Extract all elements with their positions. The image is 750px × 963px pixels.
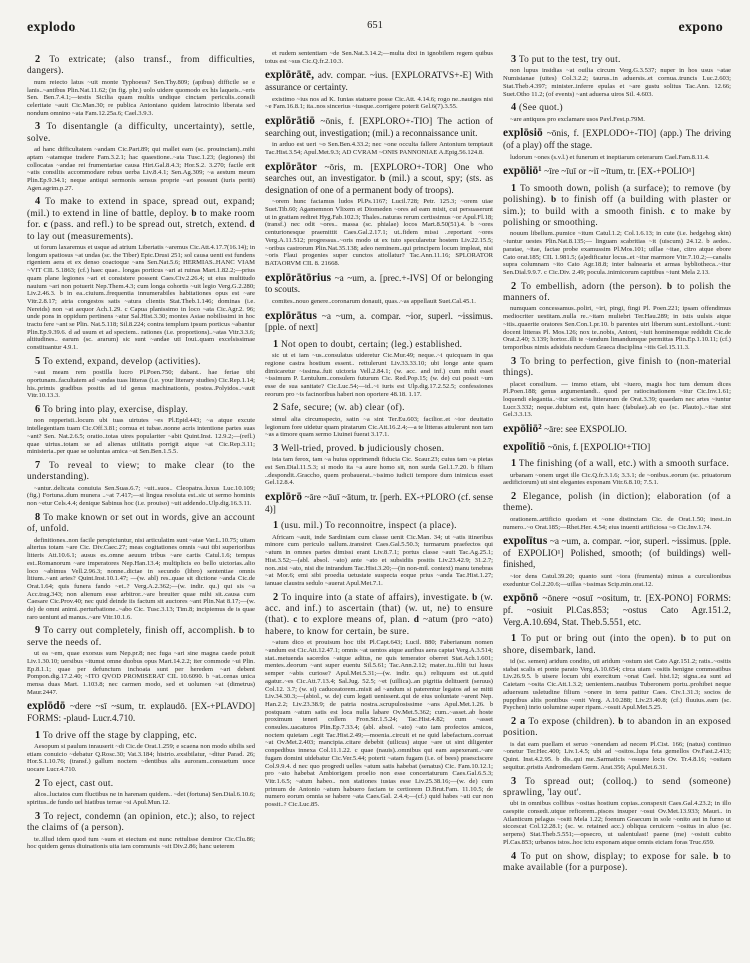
sense-number: 2 — [273, 591, 279, 603]
sense-number: 3 — [511, 54, 517, 65]
quotation-block: ut ea ~em, quae exorsus sum Nep.pr.8; nec fuga ~ari sine magna caede potuit Liv.1.30.10; uersibus ~itumst omne duobus opus Mart.14.2.2; iter commode ~ui Plin. Ep.8.1.1; quae per defunctum inchoata sunt per heredem ~ari debent Pompon.dig.17.2.40; ~ITO QVOD PROMISERAT CIL 10.6090. b ~at..cenas unica mensa duas Mart. 1.103.8; nec carmen modo, sed et uolumen ~at (dimetrus) Maur.2447. — [27, 650, 255, 696]
sense-number: 2 a — [511, 715, 526, 727]
quotation-block: id (sc. semen) aridum condito, uti aridum ~ostum siet Cato Agr.151.2; ratis..~ositis stabat scalis et ponte parato Verg.A.10.654; circa uiam ~ositis benigne commeatibus Liv.26.9.5. b uisere locum ubi exercitum ~onat Cael. hist.12; signa..ea sunt ad Caietam ~osita Cic.Att.1.3.2; uenientem..nauibus Tuberonem portu..prohibet neque aduersum usletudine filium ~onere in terra patitur Caes. Civ.1.31.3; socios de puppibus altis pontibus ~onit Verg. A.10.288; Liv.23.40.8; (cf.) fluuius..eam (sc. Psychen) inrio uolumine super ripam..~osuit Apul.Met.5.25. — [503, 658, 731, 712]
sense-definition: 9 To carry out completely, finish off, accomplish. b to serve the needs of. — [27, 625, 255, 648]
quotation-block: ut forum laxaremus et usque ad atrium Libertatis ~aremus Cic.Att.4.17.7(16.14); in longum spatiosus ~at undas (sc. the Tiber) Epic.Drusi 251; sol causa uenti est fundens rigentem aera et ex denso coactoque ~ans Sen.Nat.5.6; HERMIAS..HANC VIAM ~VIT CIL 5.1863; (cf.) haec quae.. longas porticus ~ari at ruinas Mart.1.82.2;—prius quam plane legiones ~ari et consistere possent Caes.Civ.2.26.4; ut eius multitudo nauium ~ari non potuerit Nep.Them.4.3; cum longa cohortis ~uit legio Verg.G.2.280; Liv.2.46.3. b in ea..ciuium..frequentia innumerabiles habitationes opus est ~are Vitr.2.8.17; atria congestos satis ~atura clientis Stat.Theb.1.146; dominas (i.e. Nereids) non ~at aequor Ach.1.29. c Capua planissimo in loco ~ata Cic.Agr.2. 96; unde pons in oppidum pertinens ~atur Sal.Hist.3.30; montes Asiae nobilissimi in hoc tractu fere ~ant se Plin. Nat.5.118; Sil.8.224; contra templum ipsum porticus ~abantur Plin.Ep.9.39.6. d ad usum et ad speciem.. rationes (i.e. proportions)..~atas Vitr.3.3.6; altitudines.. earum (sc. ararum) sic sunt ~andae uti Ioui..quam excelsissimae constituantur 4.9.1. — [27, 243, 255, 352]
entry-headword-line: explōrātus ~a ~um, a. compar. ~ior, superl. ~issimus. [pple. of next] — [265, 309, 493, 334]
headword: expōliō² — [503, 423, 542, 436]
quotation-block: nouum libellum..pumice ~itum Catul.1.2; Col.1.6.13; in cute (i.e. hedgehog skin) ~iuntur uestes Plin.Nat.8.135;— linguam scabritias ~it (uiscum) 24.12. b aedes.. paratae, ~itae, factae probe examussim Pl.Mos.101; uillae ~itae, citro atque ebore Cato orat.185; CIL 1.981.5; (a)edificatur locus..et ~itur marmore Vitr.7.10.2;—canalis supra columnam ~ito Cato Agr.18.8; inter balnearia et armas bybliotheca..~itur Sen.Dial.9.9.7. c Cic.Div. 2.49; pocula..inimicorum capitibus ~iunt Mela 2.13. — [503, 230, 731, 276]
headword: explōrātor — [265, 160, 317, 173]
quotation-block: placet consilium. — immo etiam, ubi ~iuero, magis hoc tum demum dices Pl.Poen.188; genus argumentandi.. quod per ratiocinationem ~itur Cic.Inv.1.61; loquendi elegantia..~itur scientia litterarum de Orat.3.39; quaedam nec artes ~iuntur Lucr.3.332; neque..dubium est, quin haec (fabulae)..ab eo (sc. Plauto)..~itae sint Gel.3.3.13. — [503, 380, 731, 419]
headword: expōnō — [503, 592, 539, 605]
headword: explōrātus — [265, 309, 317, 322]
sense-definition: 2 Elegance, polish (in diction); elaboration (of a theme). — [503, 491, 731, 514]
quotation-block: ~ior dens Catul.39.20; quanto sunt ~iora (frumenta) minus a curculionibus exeduntur Col.2.20.6;—uillas ~issimas Scip.min.orat.12. — [503, 573, 731, 588]
entry-headword-line: explōrātōrius ~a ~um, a. [prec.+-IVS] Of or belonging to scouts. — [265, 271, 493, 296]
sense-number: 5 — [35, 355, 41, 367]
sense-number: 2 — [35, 54, 41, 65]
sense-definition: 4 To put on show, display; to expose for sale. b to make available (for a purpose). — [503, 850, 731, 873]
quotation-block: ludorum ~ones (s.v.l.) et funerum et ineptiarum ceterarum Cael.Fam.8.11.4. — [510, 153, 710, 161]
sense-definition: 1 To smooth down, polish (a surface); to remove (by polishing). b to finish off (a building with plaster or sim.); to build with a smooth finish. c to make by polishing or smoothing. — [503, 182, 731, 229]
quotation-block: ~are antiquos pro exclamare usos Pavl.Fest.p.79M. — [510, 115, 645, 123]
entry-headword-line: explōdō ~dere ~sī ~sum, tr. explaudō. [EX-+PLAVDO] FORMS: -plaud- Lucr.4.710. — [27, 700, 255, 725]
sense-number: 1 — [511, 458, 517, 470]
quotation-block: non lupus insidias ~at ouilia circum Verg.G.3.537; nuper in hos usus ~atae Numisianae (uites) Col.3.2.2; taurus..in aduersis..et cornua..truncis Luc.2.603; Stat.Theb.4.397; minister..inferre epulas et ~are gustu solitus Tac.Ann. 12.66; Suet.Otho 11.2; (of events) ~ant aduersa uiros Sil. 4.603. — [503, 67, 731, 98]
sense-number: 4 — [511, 850, 517, 862]
quotation-block: ~aui meam rem postilla lucro Pl.Poen.750; dabant.. hae feriae tibi oportunam..facultatem ad ~andas tuas litteras (i.e. your literary studies) Cic.Rep.1.14; his..primis gradibus positis ad id genus machinationis, postea..Polyidos..~auit Vitr.10.13.3. — [27, 369, 255, 400]
entry-headword-line: expōnō ~ōnere ~osuī ~ositum, tr. [EX-PONO] FORMS: pf. ~osiuit Pl.Cas.853; ~ostus Cato Agr.151.2, Verg.A.10.694, Stat. Theb.5.551, etc. — [503, 592, 731, 628]
entry-headword-line: expōliō² ~āre: see EXSPOLIO. — [503, 423, 627, 436]
quotation-block: et rudem sententiam ~de Sen.Nat.3.14.2;—multa dixi in ignobilem regem quibus totus est ~sus Cic.Q.fr.2.10.3. — [265, 50, 493, 65]
headword: explōsiō — [503, 127, 543, 140]
entry-headword-line: expolītiō ~ōnis, f. [EXPOLIO¹+TIO] — [503, 440, 651, 453]
sense-number: 2 — [511, 491, 517, 503]
quotation-block: non repperisti..locum ubi tuas uirtutes ~es Pl.Epid.443; ~a atque excute intellegentiam tuam Cic.Off.3.81; cornua et tubae..nonne acris intentione partes suas ~ant? Sen. Nat.2.6.5; oratio..totas uires populariter ~abit Quint.Inst. 12.9.2;—(refl.) quae uirtus..totam se ad alienas utilitatis porrigit atque ~at Cic.Rep.3.11; ministeria..per quae se uoluntas amica ~at Sen.Ben.1.5.5. — [27, 417, 255, 456]
entry-headword-line: explōsiō ~ōnis, f. [EXPLODO+-TIO] (app.) The driving (of a play) off the stage. — [503, 127, 731, 151]
sense-number: 3 — [511, 775, 517, 787]
sense-definition: 2 Safe, secure; (w. ab) clear (of). — [273, 402, 405, 414]
quotation-block: existimo ~ius nos ad K. Iunias statuere posse Cic.Att. 4.14.6; rogo ne..nauiges nisi ~e Fam.16.8.1; ita..nos sincerius ~iusque..corrigere poterit Gel.6(7).3.55. — [265, 95, 493, 111]
sense-definition: 1 Not open to doubt, certain; (leg.) established. — [273, 338, 463, 350]
headword: expōliō¹ — [503, 165, 542, 178]
sense-number: 3 — [273, 442, 279, 454]
sense-number: 3 — [35, 121, 41, 133]
sense-definition: 3 To bring to perfection, give finish to (non-material things). — [503, 355, 731, 379]
quotation-block: alios..luctatos cum fluctibus ne in harenam quidem.. ~det (fortuna) Sen.Dial.6.10.6; spiritus..de fundo uel hiatibus terrae ~si Apul.Mun.12. — [27, 791, 255, 806]
sense-number: 8 — [35, 511, 41, 523]
running-head-left: explodo — [27, 20, 76, 35]
sense-definition: 3 Well-tried, proved. b judiciously chosen. — [273, 442, 445, 454]
quotation-block: ubi in omnibus collibus ~ositas hostium copias..conspexit Caes.Gal.4.23.2; in illo caespite consedi..utque reficerem..pisces insuper ~osui Ov.Met.13.933; Mauri.. in Atlanticum pelagus ~ositi Mela 1.22; foenum Graecum in sole ~onito aut in furno ut siccescat Col.12.28.1; (sc. w. retained acc.) obliqua ceruicem ~ositus in aluo (sc. serpens) Stat.Theb.5.551;—opsecro, ut ualentulast! paene (me) ~osiuit cubito Pl.Cas.853; urbanos istos..hoc ictu exponam atque omnis eiciam foras Truc.659. — [503, 800, 731, 846]
quotation-block: ~antur..delicata conuiuia Sen.Suas.6.7; ~uit..suos.. Cleopatra..luxus Luc.10.109; (fig.) Fortuna..dum munera ..~at 7.417;—si lingua resoluta est..sic ut sermo hominis non ~etur Cels.4.4; denique Sabinus hoc (i.e. prouiso) ~uit addendo..Ulp.dig.16.3.11. — [27, 484, 255, 508]
quotation-block: num reiecto latus ~uit monte Typhoeus? Sen.Thy.809; (apibus) difficile se e lanis..~antibus Plin.Nat.11.62; (in fig. phr.) uolo uidere quomodo ex his laqueis..~eris Sen. Ben.7.4.1;—testis Sicilia quam multis undique cinctam periculis..consili celeritate ~auit Cic.Man.30; re publica Antoniano quidem latrocinio liberata sed nondum omnino ~ata Fam.12.25a.6; Cael.3.9.3. — [27, 78, 255, 117]
column — [27, 50, 255, 955]
quotation-block: Africam ~auit, inde Sardiniam cum classe uenit Cic.Man. 34; ut ~atis itineribus minore cum periculo uallum..transiret Caes.Gal.5.50.3; turmarum praefectos qui ~atum in omnes partes dimissi erant Liv.8.7.1; portus classe ~auit Tac.Ag.25.1; Hist.3.52;—(abl. absol. ~ato) ante ~ato et subsidiis positis Liv.23.42.9; 31.2.7; non..nisi ~ato, nisi die intrandum Tac.Hist.3.20;—(in non-mil. context) manu tenebras ~at Mor.6; emi sibi proedia uetustate suspecta eoque prius ~anda Tac.Hist.1.27; ianuae claustra sedulo ~auerat Apul.Met.7.1. — [265, 533, 493, 587]
sense-definition: 4 (See quot.) — [511, 102, 563, 114]
quotation-block: orationem..artificio quodam et ~one distinctam Cic. de Orat.1.50; inest..in numero..~o Orat.185;—Rhet.Her. 4.54; eius inuenti artificiosa ~o Cic.Inv.1.74. — [503, 515, 731, 531]
headword: expolītiō — [503, 440, 546, 453]
page-number: 651 — [367, 20, 383, 31]
sense-definition: 3 To put to the test, try out. — [511, 54, 621, 65]
sense-definition: 8 To make known or set out in words, give an account of, unfold. — [27, 511, 255, 535]
sense-definition: 2 To embellish, adorn (the person). b to polish the manners of. — [503, 280, 731, 304]
sense-definition: 1 (usu. mil.) To reconnoitre, inspect (a place). — [273, 520, 457, 532]
sense-number: 1 — [511, 633, 517, 645]
headword: explōrātōrius — [265, 271, 332, 284]
quotation-block: definitiones..non facile perspiciuntur, nisi articulatim sunt ~atae Var.L.10.75; uitam alterius totam ~are Cic. Div.Caec.27; meas cogitationes omnis ~aui tibi superioribus litteris Att.10.6.1; ausus es..omne aeuum tribus ~are cartis Catul.1.6; tempus est..Romanorum ~are imperatores Nep.Han.13.4; multiplicis eo bello uictorias..alio loco ~abimus Vell.2.96.3; nonne..dictae in secundo (libro) sententiae omnis litium..~ant artes? Quint.Inst.10.1.47; —(w. abl) res..quae sit dictione ~anda Cic.de Orat.1.64; quis funera fando ~et..? Verg.A.2.362;—(w. indir. qu.) qui sis ~a Acc.trag.343; non alienum esse arbitror..~are breuiter quae mihi sit..causa cum Caesare Cic.Prov.40; nec quid deinde iis factum sit auctores ~ant Plin.Nat 8.17;—(w. de) de omni animi..perturbatione..~abo Cic. Tusc.3.13; Tim.8; incipiemus de is quae raro ueniunt ad manus..~are Vitr.10.1.6. — [27, 536, 255, 621]
sense-definition: 1 To put or bring out (into the open). b to put on shore, disembark, land. — [503, 633, 731, 656]
quotation-block: Aesopum si paulum inrauserit ~di Cic.de Orat.1.259; e scaena non modo sibilis sed etiam conuicio ~debatur Q.Rosc.30; Vat.3.184; histrio..exsibilatur, ~ditur Parad. 26; Hor.S.1.10.76; (transf.) gallum noctem ~dentibus alis auroram..consuetum uoce uocare Lucr.4.710. — [27, 743, 255, 774]
entry-headword-line: explōrātē, adv. compar. ~ius. [EXPLORATVS+-E] With assurance or certainty. — [265, 69, 493, 93]
sense-number: 7 — [35, 459, 41, 471]
sense-number: 3 — [511, 355, 517, 367]
quotation-block: ista tam ferox, tam ~a huius opprimendi fiducia Cic. Scaur.23; cuius tam ~a pietas est Sen.Dial.11.5.3; si modo ita ~a aure homo sit, non surda Gel.1.7.20. b filiam ..despondit..Graccho, quem probauerat..~issimo iudicii tempore dum inimicus esset Gel.12.8.4. — [265, 456, 493, 487]
sense-definition: 2 To eject, cast out. — [35, 777, 114, 789]
sense-definition: 2 a To expose (children). b to abandon in an exposed position. — [503, 715, 731, 739]
sense-definition: 1 The finishing (of a wall, etc.) with a smooth surface. — [511, 458, 730, 470]
headword: explōrātē, — [265, 69, 315, 82]
running-head-right: expono — [678, 20, 723, 35]
headword: explōrō — [265, 491, 303, 504]
quotation-block: urbanam ~onem urget ille Cic.Q.fr.3.1.6; 3.3.1; de ~onibus..eorum (sc. priuatorum aedificiorum) uti sint elegantes exponam Vitr.6.8.10; 7.5.1. — [503, 471, 731, 487]
sense-definition: 3 To spread out; (colloq.) to send (someone) sprawling, 'lay out'. — [503, 775, 731, 798]
column — [503, 50, 731, 955]
text-columns — [27, 50, 731, 955]
sense-number: 3 — [35, 810, 41, 822]
sense-number: 2 — [511, 280, 517, 292]
sense-definition: 1 To drive off the stage by clapping, etc. — [35, 729, 198, 741]
sense-number: 9 — [35, 625, 41, 637]
quotation-block: ~orem hunc faciamus ludos Pl.Ps.1167; Lucil.728; Petr. 125.3; ~orem uiae Suet.Tib.60; Agamemnon Vlixem et Diomeden ~ores ad eam misit, cui persuaserunt ut in gratiam rediret Hyg.Fab.102.3; Thales..naturas rerum certissimus ~or Apul.Fl.18; (transf.) nec odit ~ores.. massa (sc. phialae) locos Mart.8.50(51).4. b ~ores centurionesque praemittit Caes.Gal.2.17.1; ut..fidem missi ..reportant ~ores Verg.A.11.512; progressus..~oris modo ut ex tuto specularetur hostem Liv.22.15.5; ~oribus castrorum Plin.Nat.35.138; adeo neminem..qui principem locum impleat, nisi ~oris Flaui progenies super cunctos attollatur? Tac.Ann.11.16; SPLORATOR BATAORVM CIL 8. 21668. — [265, 198, 493, 267]
quotation-block: sic ut ei iam ~us..consulatus uideretur Cic.Mur.49; neque..~i quicquam in qua regione castra hostium essent.. rettulerunt Liv.33.33.10; ubi longe ante quam dimicaretur ~issima..fuit uictoria Vell.2.84.1; (w. acc. and inf.) cum mihi esset ~issimum P. Lentulum..consulem futurum Cic. Red.Pop.15; (w. de) cui possit ~um esse de sua sanitate? Cic.Luc.54;—id..~i iuris est Ulp.dig.17.2.52.5; confessiones reorum pro ~is facinoribus haberi non oportere 48.18. 1.17. — [265, 352, 493, 398]
entry-headword-line: expōliō¹ ~īre ~īuī or ~iī ~ītum, tr. [EX-+POLIO¹] — [503, 165, 695, 178]
sense-definition: 4 To make to extend in space, spread out, expand; (mil.) to extend in line of battle, deploy. b to make room for. c (pass. and refl.) to be spread out, stretch, extend. d to lay out (measurements). — [27, 196, 255, 242]
sense-definition: 6 To bring into play, exercise, display. — [35, 404, 188, 416]
sense-number: 6 — [35, 404, 41, 416]
quotation-block: comites..nouo genere..coronarum donauit, quas..~as appellauit Suet.Cal.45.1. — [272, 297, 476, 305]
sense-definition: 3 To reject, condemn (an opinion, etc.); also, to reject the claims of (a person). — [27, 810, 255, 834]
column — [265, 50, 493, 955]
quotation-block: te..illud idem quod tum ~sum et eiectum est nunc rettulisse demiror Cic.Clu.86; hoc quidem genus diuinationis uita iam communis ~sit Div.2.86; hanc ueterem — [27, 835, 255, 851]
entry-headword-line: explōrātor ~ōris, m. [EXPLORO+-TOR] One who searches out, an investigator. b (mil.) a scout, spy; (sts. as designation of one of a permanent body of troops). — [265, 160, 493, 196]
sense-number: 4 — [511, 102, 517, 114]
quotation-block: ad hanc difficultatem ~andam Cic.Part.89; qui mallet eam (sc. prouinciam)..mihi aptam ~atamque tradere Fam.3.2.1; hac quaestione..~ata Tusc.1.23; (legiones) ibi collocatas ~andae rei frumentariae causa Hirt.Gal.8.4.3; Hor.S.2. 3.270; facile erit ~atis consiliis accommodare rebus uerba Liv.8.4.1; Sen.Ag.309; ~a aestum meum Plin.Ep.9.34.1; neque antiqui sermonis sensus proprie ~ari possunt (iuris periti) Agen.agrim.p.27. — [27, 146, 255, 192]
sense-number: 2 — [273, 402, 279, 414]
sense-number: 2 — [35, 777, 41, 789]
headword: expolītus — [503, 535, 548, 548]
sense-definition: 2 To extricate; (also transf., from difficulties, dangers). — [27, 54, 255, 77]
sense-number: 1 — [273, 520, 279, 532]
quotation-block: is dat eam puellam ei seruo ~onendam ad necem Pl.Cist. 166; (natus) continuo ~onetur Ter.Hec.400; Liv.1.4.5; ubi ad ~ositos..lupa feta gemellos Ov.Fast.2.413; Quint. Inst.4.2.95. b dis..qui me..Sarmaticis ~osuere locis Ov. Tr.4.8.16; ~ositam sequitur..pristis Andromedam Germ. Arat.356; Apul.Met.6.31. — [503, 740, 731, 771]
quotation-block: numquam concessamus..poliri, ~iri, pingi, fingi Pl. Poen.221; ipsam offendimus mediocriter uestitam..nulla re..~itam muliebri Ter.Hau.289; in istis uulsis atque ~itis..quaerite oratores Sen.Con.1.pr.10. b parentes uiri liberum sunt..extollunt..~iunt: docent litteras Pl. Mos.126; nox te..nobis, Antoni, ~iuit hominemque reddidit Cic.de Orat.2.40; 3.139; hortor..illi te ~iendum limandumque permittas Plin.Ep.1.10.11; (cf.) temporibus nimis adsiduis necdum Graeca disciplina ~itis Gel.15.11.3. — [503, 305, 731, 351]
sense-definition: 2 To inquire into (a state of affairs), investigate. b (w. acc. and inf.) to ascertain (that) (w. ut, ne) to ensure (that). c to explore means of, plan. d ~atum (pro ~ato) habere, to know for certain, be sure. — [265, 591, 493, 637]
sense-number: 1 — [35, 729, 41, 741]
sense-definition: 7 To reveal to view; to make clear (to the understanding). — [27, 459, 255, 483]
entry-headword-line: explōrātiō ~ōnis, f. [EXPLORO+-TIO] The action of searching out, investigation; (mil.) a reconnaissance unit. — [265, 115, 493, 139]
sense-number: 1 — [273, 338, 279, 350]
headword: explōrātiō — [265, 115, 316, 127]
page-header — [27, 20, 723, 42]
quotation-block: in arduo est ueri ~o Sen.Ben.4.33.2; nec ~one occulta fallere Antonium temptauit Tac.Hist.3.54; Apul.Met.9.3; AD CVRAM ~ONIS PANNONIAE A.Epig.56.124.8. — [265, 141, 493, 156]
sense-number: 4 — [35, 196, 41, 208]
sense-definition: 5 To extend, expand, develop (activities). — [35, 355, 201, 367]
quotation-block: ~atum dico et prouisum hoc tibi Pl.Capt.643; Lucil. 880; Faberianum nomen ~andum est Cic.Att.12.47.1; omnis ~at uentos atque auribus aera captat Verg.A.3.514; stat..metuenda sacerdos ~atque aditus, ne quis temerator oberret Stat.Ach.1.601; mentes..deorum ~ant super euentu Sil.5.61; Tac.Ann.2.12; mater..tu..filii tui lusus semper ~abis curiose? Apul.Met.5.31;—(w. indir. qu.) reliquum est ut..quid agatur..~es Cic.Att.7.13.4; Sal.Jug. 52.5; ~et (uillica)..an pigritia delituerit (seruus) Col.12. 3.7; (w. si) caduceatorem..misit ad ~andum si paterentur legatos ad se mitti Liv.34.30.3;—(abiol., w. de) cum legati uenissent..qui de eius uoluntate ~arent Nep. Han.2.2; Liv.23.38.9; de patria nostra..scrupulosissime ~ans Apul.Met.1.26. b postquam ~atum satis est loca nulla labare Ov.Met.5.362; cum..~asset..ab hoste proximum teneri collem Fron.Str.1.5.24; Tac.Hist.4.82; cum ~asset consules..uacaturos Plin.Ep.7.33.4; (abl. absol. ~ato) ~ato iam profectos amicos, noctem quietam ..egit Tac.Hist.2.49;—moenia..circuit et ne quid labefactum..corruat ~at Ov.Met.2.403; mancipia..citare debebit (uilicus) atque ~are ut sint diligenter conpedibus innexa Col.11.1.22. c quae (nauis)..omnibus qui eam aspexerant..~are fugam domini uidebatur Cic.Ver.5.44; poterit ~atam fugam (i.e. of bees) praesciscere Col.9.9.4. d nec quo progredi uelles ~atum satis habebat (senatus) Cic. Fam.10.12.1; pro ~ato habebat Ambiorigem proelio non esse concertaturum Caes.Gal.6.5.3; Vitr.1.6.5; ~atum habeo.. non stationes iustas esse Liv.25.38.16;—(w. de) cum primum de Antonio ~atum habuero faciam te certiorem D.Brut.Fam. 11.10.5; de numero eorum omnia se habere ~ata Caes.Gal. 2.4.4;—(cf.) quid habes ~ati cur non possit..? Cic.Luc.85. — [265, 639, 493, 809]
sense-number: 1 — [511, 182, 517, 194]
quotation-block: simul alia circumspecto, satin ~a sint Ter.Eu.603; facilior..et ~ior deuitatio legionum fore uidetur quam piratarum Cic.Att.16.2.4;—a te litteras attulerunt non tam ~as a timore quam sermo Liuinei fuerat 3.17.1. — [265, 415, 493, 439]
sense-definition: 3 To disentangle (a difficulty, uncertainty), settle, solve. — [27, 121, 255, 144]
entry-headword-line: expolītus ~a ~um, a. compar. ~ior, superl. ~issimus. [pple. of EXPOLIO¹] Polished, smooth; (of buildings) well-finished, — [503, 535, 731, 571]
entry-headword-line: explōrō ~āre ~āuī ~ātum, tr. [perh. EX-+PLORO (cf. sense 4)] — [265, 491, 493, 515]
headword: explōdō — [27, 700, 66, 713]
